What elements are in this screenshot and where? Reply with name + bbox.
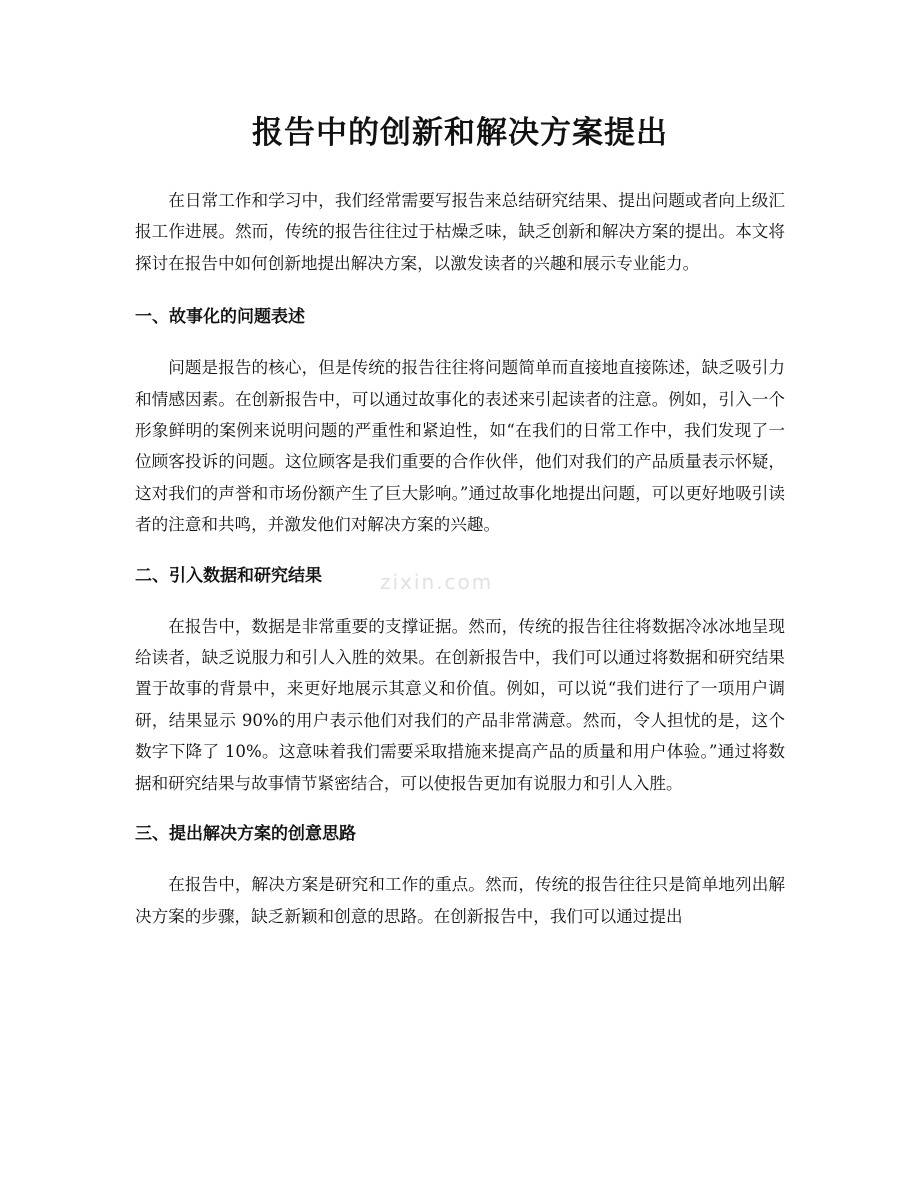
section-body-1: 问题是报告的核心，但是传统的报告往往将问题简单而直接地直接陈述，缺乏吸引力和情感因素。在创新报告中，可以通过故事化的表述来引起读者的注意。例如，引入一个形象鲜明的案例来说明问题的严重性和紧迫性，如“在我们的日常工作中，我们发现了一位顾客投诉的问题。这位顾客是我们重要的合作伙伴，他们对我们的产品质量表示怀疑，这对我们的声誉和市场份额产生了巨大影响。”通过故事化地提出问题，可以更好地吸引读者的注意和共鸣，并激发他们对解决方案的兴趣。	[135, 358, 785, 535]
section-body-3: 在报告中，解决方案是研究和工作的重点。然而，传统的报告往往只是简单地列出解决方案的步骤，缺乏新颖和创意的思路。在创新报告中，我们可以通过提出	[135, 875, 785, 926]
section-heading-3: 三、提出解决方案的创意思路	[135, 824, 356, 845]
section-heading-2: 二、引入数据和研究结果	[135, 565, 322, 586]
section-body-2: 在报告中，数据是非常重要的支撑证据。然而，传统的报告往往将数据冷冰冰地呈现给读者，缺乏说服力和引人入胜的效果。在创新报告中，我们可以通过将数据和研究结果置于故事的背景中，来更好地展示其意义和价值。例如，可以说“我们进行了一项用户调研，结果显示 90%的用户表示他们对我们的产品非常满意。然而，令人担忧的是，这个数字下降了 10%。这意味着我们需要采取措施来提高产品的质量和用户体验。”通过将数据和研究结果与故事情节紧密结合，可以使报告更加有说服力和引人入胜。	[135, 616, 785, 793]
section-heading-1: 一、故事化的问题表述	[135, 307, 305, 328]
watermark: zixin.com	[380, 570, 494, 594]
document-title: 报告中的创新和解决方案提出	[252, 115, 668, 151]
intro-paragraph: 在日常工作和学习中，我们经常需要写报告来总结研究结果、提出问题或者向上级汇报工作进展。然而，传统的报告往往过于枯燥乏味，缺乏创新和解决方案的提出。本文将探讨在报告中如何创新地提出解决方案，以激发读者的兴趣和展示专业能力。	[135, 191, 785, 273]
